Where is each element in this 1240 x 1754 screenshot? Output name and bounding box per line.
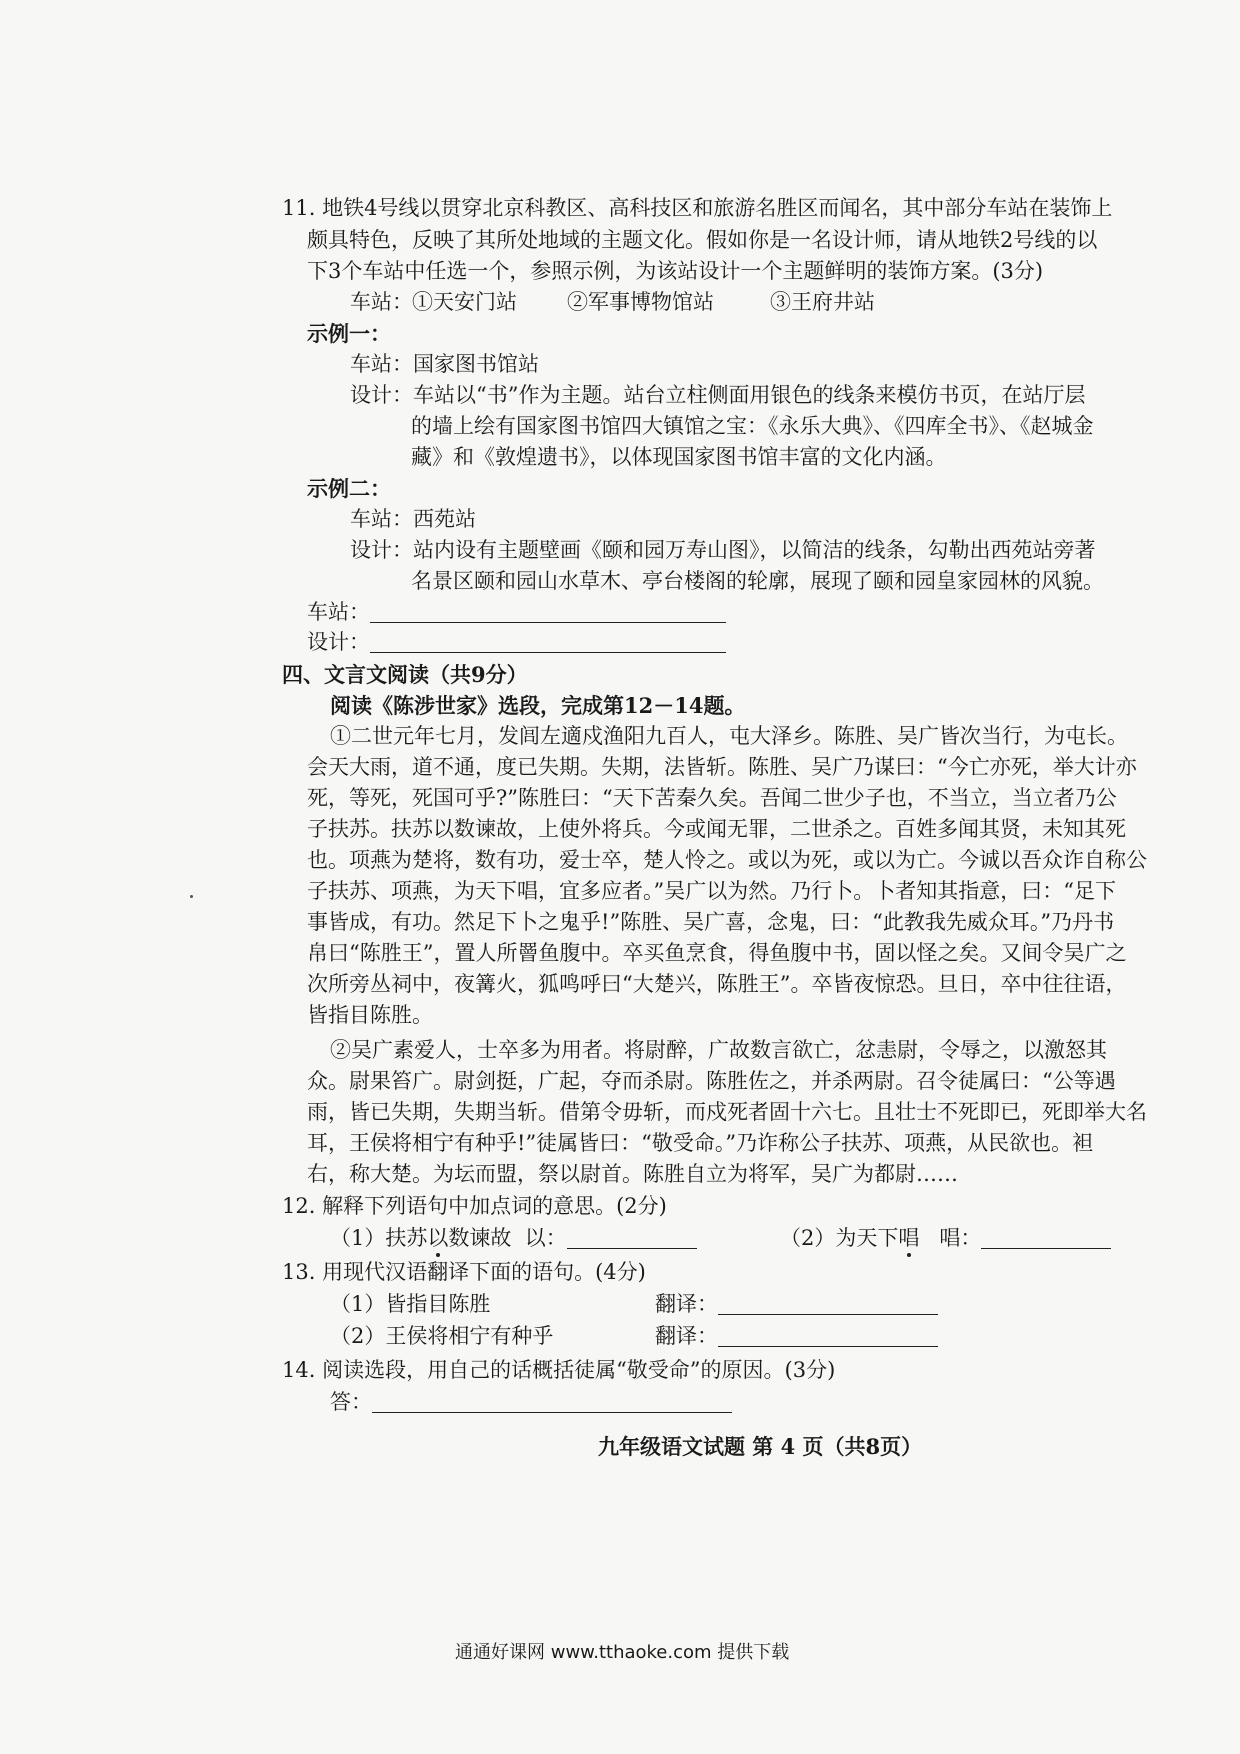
q14-stem: 14. 阅读选段，用自己的话概括徒属“敬受命”的原因。(3分) [282,1358,836,1382]
example1-heading: 示例一： [307,321,391,346]
section4-instruction: 阅读《陈涉世家》选段，完成第12－14题。 [330,693,746,718]
q13-item-1: （1）皆指目陈胜 [330,1292,491,1316]
q11-answer-station [307,602,726,623]
q13-translate-blank-2[interactable] [718,1326,938,1347]
para2-line-4: 耳，王侯将相宁有种乎!”徒属皆曰：“敬受命。”乃诈称公子扶苏、项燕，从民欲也。袒 [307,1131,1094,1155]
para1-line-7: 事皆成，有功。然足下卜之鬼乎!”陈胜、吴广喜，念鬼，曰：“此教我先威众耳。”乃丹书 [307,910,1115,934]
q11-line-1: 11. 地铁4号线以贯穿北京科教区、高科技区和旅游名胜区而闻名，其中部分车站在装饰上 [282,196,1113,220]
download-site-note: 通通好课网 www.tthaoke.com 提供下载 [455,1642,790,1663]
q13-translate-blank-1[interactable] [718,1294,938,1315]
q11-answer-station-label: 车站： [307,600,370,624]
q11-answer-design-blank[interactable] [370,632,726,653]
example2-station: 车站：西苑站 [350,507,476,531]
q11-station-option-2: ②军事博物馆站 [567,290,714,314]
para2-line-3: 雨，皆已失期，失期当斩。借第令毋斩，而戍死者固十六七。且壮士不死即已，死即举大名 [307,1100,1147,1124]
para1-line-6: 子扶苏、项燕，为天下唱，宜多应者。”吴广以为然。乃行卜。卜者知其指意，曰：“足下 [307,879,1116,903]
example1-design-line-1: 设计：车站以“书”作为主题。站台立柱侧面用银色的线条来模仿书页，在站厅层 [350,383,1086,407]
q11-line-3: 下3个车站中任选一个，参照示例，为该站设计一个主题鲜明的装饰方案。(3分) [307,259,1044,283]
example1-station: 车站：国家图书馆站 [350,352,539,376]
example2-design-line-1: 设计：站内设有主题壁画《颐和园万寿山图》，以简洁的线条，勾勒出西苑站旁著 [350,538,1096,562]
q12-item2-label: 唱： [939,1226,982,1250]
q11-station-option-1: ①天安门站 [412,290,517,314]
q12-item-1 [330,1228,697,1249]
q11-line-2: 颇具特色，反映了其所处地域的主题文化。假如你是一名设计师，请从地铁2号线的以 [307,228,1098,252]
para2-line-5: 右，称大楚。为坛而盟，祭以尉首。陈胜自立为将军，吴广为都尉…… [307,1162,958,1186]
q12-item1-dotted-word: 以 [427,1226,449,1250]
q12-item1-label: 以： [524,1226,567,1250]
q11-answer-design [307,632,726,653]
example1-design-line-3: 藏》和《敦煌遗书》，以体现国家图书馆丰富的文化内涵。 [411,445,947,469]
q13-stem: 13. 用现代汉语翻译下面的语句。(4分) [282,1260,646,1284]
q14-answer-blank[interactable] [372,1392,732,1413]
q12-item1-suffix: 数谏故 [448,1226,512,1250]
example2-heading: 示例二： [307,476,391,501]
para1-line-8: 帛曰“陈胜王”，置人所罾鱼腹中。卒买鱼烹食，得鱼腹中书，固以怪之矣。又间令吴广之 [307,941,1127,965]
example1-design-line-2: 的墙上绘有国家图书馆四大镇馆之宝：《永乐大典》、《四库全书》、《赵城金 [411,414,1094,438]
q13-translate-label-2: 翻译： [655,1324,718,1348]
q12-item2-prefix: （2）为天下 [780,1226,899,1250]
q11-station-option-3: ③王府井站 [770,290,875,314]
q12-item2-blank[interactable] [981,1228,1111,1249]
q12-item2-dotted-word: 唱 [898,1226,920,1250]
q11-stations-label: 车站： [350,290,413,314]
q12-item1-prefix: （1）扶苏 [330,1226,428,1250]
q13-item-2: （2）王侯将相宁有种乎 [330,1324,554,1348]
para1-line-5: 也。项燕为楚将，数有功，爱士卒，楚人怜之。或以为死，或以为亡。今诚以吾众诈自称公 [307,848,1147,872]
q12-item1-blank[interactable] [567,1228,697,1249]
q12-item-2 [780,1228,1111,1249]
para1-line-4: 子扶苏。扶苏以数谏故，上使外将兵。今或闻无罪，二世杀之。百姓多闻其贤，未知其死 [307,817,1126,841]
q14-answer [330,1392,732,1413]
q11-answer-design-label: 设计： [307,630,370,654]
section4-heading: 四、文言文阅读（共9分） [282,662,528,687]
para2-line-1: ②吴广素爱人，士卒多为用者。将尉醉，广故数言欲亡，忿恚尉，令辱之，以激怒其 [330,1038,1107,1062]
para1-line-2: 会天大雨，道不通，度已失期。失期，法皆斩。陈胜、吴广乃谋曰：“今亡亦死，举大计亦 [307,755,1137,779]
q14-answer-label: 答： [330,1390,372,1414]
q13-translate-label-1: 翻译： [655,1292,718,1316]
q13-translate-2 [655,1326,938,1347]
para1-line-1: ①二世元年七月，发闾左適戍渔阳九百人，屯大泽乡。陈胜、吴广皆次当行，为屯长。 [330,724,1128,748]
para1-line-3: 死，等死，死国可乎?”陈胜曰：“天下苦秦久矣。吾闻二世少子也，不当立，当立者乃公 [307,786,1117,810]
page-footer-info: 九年级语文试题 第 4 页（共8页） [598,1434,923,1459]
para1-line-10: 皆指目陈胜。 [307,1003,433,1027]
q12-stem: 12. 解释下列语句中加点词的意思。(2分) [282,1194,667,1218]
q11-answer-station-blank[interactable] [370,602,726,623]
example2-design-line-2: 名景区颐和园山水草木、亭台楼阁的轮廓，展现了颐和园皇家园林的风貌。 [411,569,1104,593]
q13-translate-1 [655,1294,938,1315]
para1-line-9: 次所旁丛祠中，夜篝火，狐鸣呼曰“大楚兴，陈胜王”。卒皆夜惊恐。旦日，卒中往往语， [307,972,1127,996]
para2-line-2: 众。尉果笞广。尉剑挺，广起，夺而杀尉。陈胜佐之，并杀两尉。召令徒属曰：“公等遇 [307,1069,1116,1093]
scan-speck [190,895,193,898]
